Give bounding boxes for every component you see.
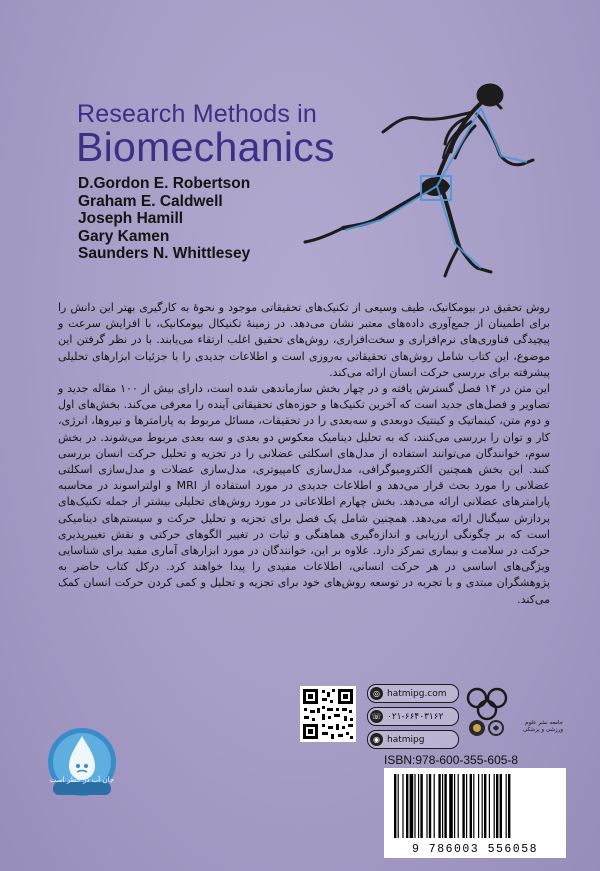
- author-name: Joseph Hamill: [78, 210, 184, 227]
- barcode-bar: [462, 774, 464, 838]
- phone-pill[interactable]: [367, 707, 459, 726]
- barcode-bars: [384, 768, 566, 844]
- barcode-bar: [500, 774, 502, 838]
- running-skeleton-illustration: [295, 60, 545, 280]
- social-pill[interactable]: [367, 730, 459, 749]
- barcode-bar: [398, 774, 399, 838]
- social-text: hatmipg: [387, 734, 425, 745]
- book-description: [58, 300, 550, 608]
- isbn-text: ISBN:978-600-355-605-8: [384, 753, 519, 767]
- barcode-bar: [449, 774, 453, 838]
- publisher-contact: [367, 684, 459, 753]
- author-name: Saunders N. Whittlesey: [78, 245, 251, 262]
- barcode-bar: [426, 774, 427, 838]
- author-list: [78, 175, 250, 263]
- barcode-bar: [444, 774, 446, 838]
- author-name: Gary Kamen: [78, 227, 170, 245]
- barcode-bar: [466, 774, 467, 838]
- barcode-bar: [489, 774, 490, 838]
- author-name: Graham E. Caldwell: [78, 192, 223, 210]
- instagram-icon: ◉: [370, 733, 383, 746]
- barcode-bar: [438, 774, 440, 838]
- barcode-bar: [494, 774, 495, 838]
- barcode-bar: [418, 774, 419, 838]
- barcode-bar: [420, 774, 422, 838]
- barcode-bar: [414, 774, 415, 838]
- website-text: hatmipg.com: [387, 688, 447, 699]
- description-paragraph: روش تحقیق در بیومکانیک، طیف وسیعی از تکنیک‌های تحقیقاتی موجود و نحوهٔ به کارگیری بهتر این دانش را برای اطمینان از جمع‌آوری داده‌های معتبر نشان می‌دهد. در زمینهٔ تکنیکال بیومکانیک، با افزایش سرعت و پیچیدگی فناوری‌های نرم‌افزاری و سخت‌افزاری، روش‌های تحقیق اغلب ارتقاء می‌یابند. با در نظر گرفتن این موضوع، این کتاب شامل روش‌های تحقیقاتی به‌روزی است و اطلاعات جدیدی را با جزئیات ابزارهای تحلیلی پیشرفته برای بررسی حرکت انسان ارائه می‌کند.: [58, 301, 550, 379]
- barcode-bar: [410, 774, 414, 838]
- barcode-bar: [402, 774, 403, 838]
- description-paragraph: این متن در ۱۴ فصل گسترش یافته و در چهار بخش سازماندهی شده است، دارای بیش از ۱۰۰ مقاله جدید و تصاویر و فصل‌های جدید است که آخرین تکنیک‌ها و حوزه‌های تحقیقاتی آینده را معرفی می‌کند. بخش‌های اول و دوم متن، کینماتیک و کینتیک دوبعدی و سه‌بعدی را در تحقیقات، مسائل مربوط به پارامترها و نیروها، انرژی، کار و توان را بررسی می‌کنند، که به تحلیل دینامیک معکوس دو بعدی و سه بعدی مربوط می‌شوند. در بخش سوم، خوانندگان می‌توانند استفاده از مدل‌های اسکلتی عضلانی را در تجزیه و تحلیل حرکت انسان بررسی کنند. این بخش همچنین الکترومیوگرافی، مدل‌سازی کامپیوتری، مدل‌سازی عضلات و مدل‌سازی اسکلتی عضلانی را مورد بحث قرار می‌دهد و اطلاعات جدیدی در مورد استفاده از MRI و اولتراسوند در محاسبه پارامترهای عضلانی ارائه می‌دهد. بخش چهارم اطلاعاتی در مورد روش‌های تحلیلی بیشتر از جمله تکنیک‌های پردازش سیگنال ارائه می‌دهد. همچنین شامل یک فصل برای تجزیه و تحلیل حرکت و سیستم‌های دینامیکی است که بر چگونگی ارزیابی و اندازه‌گیری هماهنگی و ثبات در تغییر الگوهای حرکتی و نقش تغییرپذیری حرکت در سلامت و بیماری تمرکز دارد. علاوه بر این، خوانندگان در مورد ابزارهای آماری مفید برای شناسایی ویژگی‌های اساسی در هر حرکت انسانی، اطلاعات مفیدی را پیدا خواهند کرد. درکل کتاب حاضر به پژوهشگران مبتدی و با تجربه در توسعه روش‌های خود برای تجزیه و تحلیل و کمی کردن حرکت انسان کمک می‌کند.: [58, 382, 550, 606]
- publisher-caption: جامعه نشر علوم ورزشی و پزشکی: [522, 720, 563, 733]
- phone-icon: ☏: [371, 712, 382, 721]
- publisher-logo: [463, 680, 563, 750]
- publisher-logos: [463, 680, 563, 750]
- barcode-bar: [470, 774, 472, 838]
- barcode-bar: [454, 774, 455, 838]
- barcode-bar: [429, 774, 431, 838]
- book-title-line1: Research Methods in: [77, 100, 318, 128]
- barcode-bar: [434, 774, 435, 838]
- badge-label: جان آب در خطر است: [49, 776, 115, 784]
- barcode-bar: [406, 774, 408, 838]
- qr-code: [300, 686, 356, 742]
- barcode-bar: [496, 774, 498, 838]
- barcode-bar: [458, 774, 459, 838]
- barcode-bar: [506, 774, 507, 838]
- barcode-bar: [394, 774, 396, 838]
- barcode-bar: [484, 774, 486, 838]
- barcode-bar: [508, 774, 510, 838]
- book-title-line2: Biomechanics: [76, 124, 335, 170]
- barcode-bar: [482, 774, 483, 838]
- website-pill[interactable]: [367, 684, 459, 703]
- barcode-bar: [473, 774, 474, 838]
- water-drop-badge-icon: [45, 722, 119, 802]
- barcode: [384, 768, 566, 858]
- barcode-bar: [442, 774, 443, 838]
- phone-text: ۰۲۱-۶۶۴۰۳۱۶۲: [387, 711, 444, 722]
- author-name: D.Gordon E. Robertson: [78, 175, 251, 192]
- barcode-number: 9 786003 556058: [411, 843, 539, 856]
- barcode-bar: [478, 774, 479, 838]
- globe-icon: ◎: [370, 687, 383, 700]
